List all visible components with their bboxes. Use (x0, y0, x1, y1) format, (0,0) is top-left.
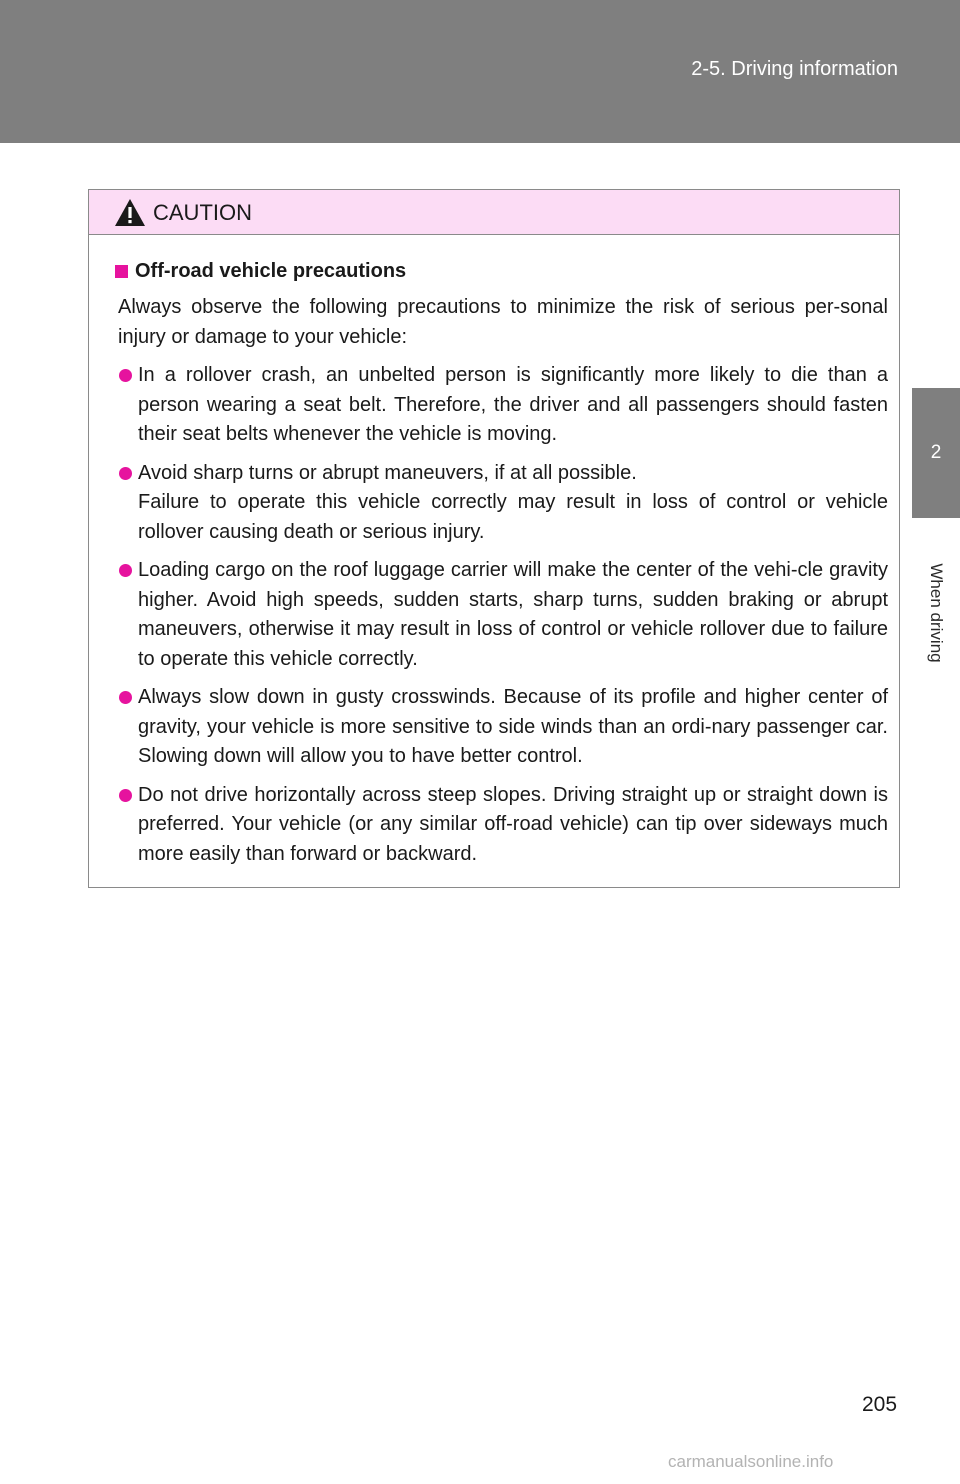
circle-bullet-icon (119, 564, 132, 577)
section-heading (115, 257, 888, 285)
header-band (0, 0, 960, 143)
square-bullet-icon (115, 265, 128, 278)
chapter-tab-label (912, 518, 960, 708)
caution-header (89, 190, 899, 235)
chapter-label-text: When driving (927, 563, 946, 663)
circle-bullet-icon (119, 789, 132, 802)
list-item-text: Loading cargo on the roof luggage carrier will make the center of the vehi-cle gravity higher. Avoid high speeds, sudden starts, sharp turns, sudden braking or abrupt maneuvers, otherwise it may result in loss of control or vehicle rollover due to failure to operate this vehicle correctly. (138, 559, 888, 670)
precaution-list (115, 361, 888, 869)
intro-paragraph: Always observe the following precautions to minimize the risk of serious per-sonal injury or damage to your vehicle: (118, 296, 888, 348)
caution-title: CAUTION (153, 200, 252, 225)
circle-bullet-icon (119, 691, 132, 704)
list-item (117, 361, 888, 450)
list-item (117, 683, 888, 772)
circle-bullet-icon (119, 467, 132, 480)
chapter-tab-number: 2 (912, 388, 960, 518)
list-item (117, 459, 888, 548)
list-item-text: Failure to operate this vehicle correctly may result in loss of control or vehicle rollover causing death or serious injury. (138, 491, 888, 543)
list-item (117, 556, 888, 674)
caution-body (89, 235, 899, 869)
watermark: carmanualsonline.info (668, 1452, 834, 1471)
list-item-text: Always slow down in gusty crosswinds. Because of its profile and higher center of gravity, your vehicle is more sensitive to side winds than an ordi-nary passenger car. Slowing down will allow you to have better control. (138, 686, 888, 767)
warning-triangle-icon (114, 198, 146, 232)
circle-bullet-icon (119, 369, 132, 382)
caution-box (88, 189, 900, 888)
page-number: 205 (862, 1393, 898, 1416)
section-title: 2-5. Driving information (691, 58, 898, 80)
list-item-text: Do not drive horizontally across steep slopes. Driving straight up or straight down is preferred. Your vehicle (or any similar off-road vehicle) can tip over sideways much more easily than forward or backward. (138, 783, 888, 865)
list-item-text: Avoid sharp turns or abrupt maneuvers, if at all possible. (138, 461, 637, 484)
section-heading-text: Off-road vehicle precautions (135, 260, 407, 282)
list-item (117, 781, 888, 870)
list-item-text: In a rollover crash, an unbelted person is significantly more likely to die than a person wearing a seat belt. Therefore, the driver and all passengers should fasten their seat belts whenever the vehicle is moving. (138, 364, 888, 445)
